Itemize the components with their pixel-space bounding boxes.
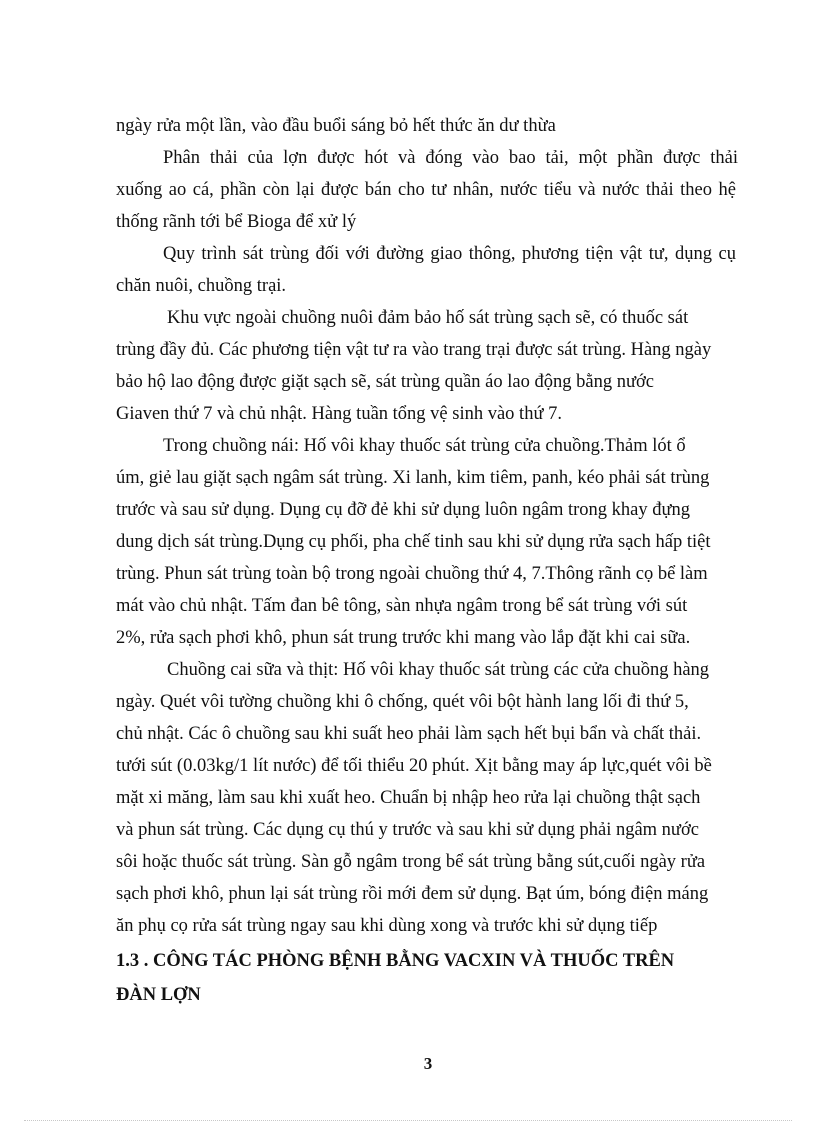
paragraph-line: Trong chuồng nái: Hố vôi khay thuốc sát trùng cửa chuồng.Thảm lót ổ: [163, 436, 686, 456]
paragraph-line: trùng đầy đủ. Các phương tiện vật tư ra vào trang trại được sát trùng. Hàng ngày: [116, 340, 712, 360]
paragraph-line: Giaven thứ 7 và chủ nhật. Hàng tuần tổng vệ sinh vào thứ 7.: [116, 404, 562, 424]
paragraph-line: Chuồng cai sữa và thịt: Hố vôi khay thuốc sát trùng các cửa chuồng hàng: [167, 660, 710, 680]
paragraph-line: chủ nhật. Các ô chuồng sau khi suất heo phải làm sạch hết bụi bẩn và chất thải.: [116, 724, 702, 744]
paragraph-line: Quy trình sát trùng đối với đường giao thông, phương tiện vật tư, dụng cụ: [163, 244, 736, 264]
paragraph-line: và phun sát trùng. Các dụng cụ thú y trước và sau khi sử dụng phải ngâm nước: [116, 820, 699, 840]
paragraph-line: úm, giẻ lau giặt sạch ngâm sát trùng. Xi lanh, kim tiêm, panh, kéo phải sát trùng: [116, 468, 710, 488]
section-heading: 1.3 . CÔNG TÁC PHÒNG BỆNH BẰNG VACXIN VÀ THUỐC TRÊN: [116, 951, 675, 971]
paragraph-line: sôi hoặc thuốc sát trùng. Sàn gỗ ngâm trong bể sát trùng bằng sút,cuối ngày rửa: [116, 852, 706, 872]
paragraph-line: chăn nuôi, chuồng trại.: [116, 276, 287, 296]
paragraph-line: Phân thải của lợn được hót và đóng vào bao tải, một phần được thải: [163, 148, 738, 168]
paragraph-line: 2%, rửa sạch phơi khô, phun sát trung trước khi mang vào lắp đặt khi cai sữa.: [116, 628, 691, 648]
paragraph-line: ngày rửa một lần, vào đầu buổi sáng bỏ hết thức ăn dư thừa: [116, 116, 556, 136]
paragraph-line: mát vào chủ nhật. Tấm đan bê tông, sàn nhựa ngâm trong bể sát trùng với sút: [116, 596, 688, 616]
paragraph-line: trùng. Phun sát trùng toàn bộ trong ngoài chuồng thứ 4, 7.Thông rãnh cọ bể làm: [116, 564, 708, 584]
paragraph-line: ăn phụ cọ rửa sát trùng ngay sau khi dùng xong và trước khi sử dụng tiếp: [116, 916, 658, 936]
paragraph-line: ngày. Quét vôi tường chuồng khi ô chống, quét vôi bột hành lang lối đi thứ 5,: [116, 692, 689, 712]
paragraph-line: sạch phơi khô, phun lại sát trùng rồi mới đem sử dụng. Bạt úm, bóng điện máng: [116, 884, 709, 904]
paragraph-line: dung dịch sát trùng.Dụng cụ phối, pha chế tinh sau khi sử dụng rửa sạch hấp tiệt: [116, 532, 711, 552]
paragraph-line: tưới sút (0.03kg/1 lít nước) để tối thiểu 20 phút. Xịt bằng may áp lực,quét vôi bề: [116, 756, 712, 776]
paragraph-line: mặt xi măng, làm sau khi xuất heo. Chuẩn bị nhập heo rửa lại chuồng thật sạch: [116, 788, 701, 808]
paragraph-line: trước và sau sử dụng. Dụng cụ đỡ đẻ khi sử dụng luôn ngâm trong khay đựng: [116, 500, 691, 520]
paragraph-line: xuống ao cá, phần còn lại được bán cho tư nhân, nước tiểu và nước thải theo hệ: [116, 180, 736, 200]
paragraph-line: thống rãnh tới bể Bioga để xử lý: [116, 212, 357, 232]
page-bottom-divider: [24, 1120, 792, 1121]
page-number: 3: [423, 1054, 433, 1073]
paragraph-line: Khu vực ngoài chuồng nuôi đảm bảo hố sát trùng sạch sẽ, có thuốc sát: [167, 308, 689, 328]
section-heading-continued: ĐÀN LỢN: [116, 985, 201, 1005]
paragraph-line: bảo hộ lao động được giặt sạch sẽ, sát trùng quần áo lao động bằng nước: [116, 372, 654, 392]
